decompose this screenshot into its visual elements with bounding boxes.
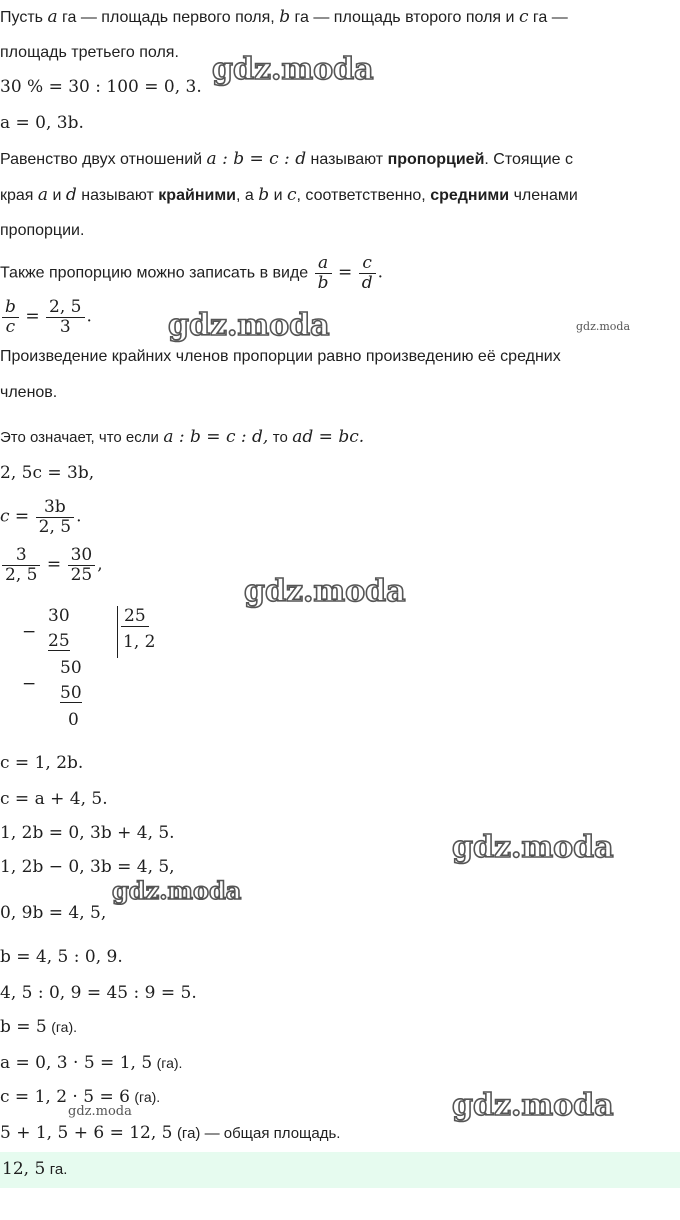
text: га — площадь первого поля, xyxy=(62,9,275,26)
eq-a-15 xyxy=(0,1052,182,1075)
subtrahend: 25 xyxy=(48,631,70,651)
math: a : b = c : d xyxy=(206,149,307,169)
text: , а xyxy=(235,187,254,204)
term-means: средними xyxy=(430,187,510,204)
text: площадь третьего поля. xyxy=(0,44,179,61)
math: b = 5 xyxy=(0,1017,47,1037)
fraction-c-d xyxy=(359,254,376,293)
unit: (га). xyxy=(51,1019,78,1035)
fraction-3b-25 xyxy=(36,498,74,537)
theory-meaning xyxy=(0,426,364,449)
unit: (га). xyxy=(156,1055,183,1071)
theory-property-2: членов. xyxy=(0,384,58,401)
dot: . xyxy=(76,506,82,527)
numerator: c xyxy=(359,254,376,274)
long-division xyxy=(0,604,200,734)
eq-c-12b: c = 1, 2b. xyxy=(0,753,84,773)
denominator: 2, 5 xyxy=(5,565,38,585)
numerator: 2, 5 xyxy=(46,298,84,318)
text: называют xyxy=(81,187,154,204)
equals: = xyxy=(337,262,353,283)
denominator: 25 xyxy=(70,565,93,585)
watermark-logo: gdz.moda xyxy=(168,308,330,343)
text: . Стоящие с xyxy=(484,151,574,168)
answer-unit: га. xyxy=(49,1161,68,1178)
text: Это означает, что если xyxy=(0,429,159,446)
denominator: b xyxy=(317,273,329,293)
minus-sign: − xyxy=(22,674,37,694)
dot: . xyxy=(377,262,383,283)
lhs: c = xyxy=(0,506,30,527)
fraction-30-25 xyxy=(68,546,96,585)
eq-45-09: 4, 5 : 0, 9 = 45 : 9 = 5. xyxy=(0,983,197,1003)
eq-b-div: b = 4, 5 : 0, 9. xyxy=(0,947,123,967)
eq-09b: 0, 9b = 4, 5, xyxy=(0,903,107,923)
equals: = xyxy=(25,306,40,327)
watermark-logo-small: gdz.moda xyxy=(576,320,631,333)
denominator: 3 xyxy=(59,317,71,337)
var-b: b xyxy=(258,185,270,205)
watermark-logo: gdz.moda xyxy=(212,52,374,87)
fraction-25-3 xyxy=(46,298,84,337)
theory-line-1 xyxy=(0,148,573,171)
term-proportion: пропорцией xyxy=(387,151,485,168)
eq-c-fraction xyxy=(0,498,81,537)
text: и xyxy=(273,187,283,204)
subtrahend: 50 xyxy=(60,683,82,703)
intro-line-2 xyxy=(0,42,179,64)
theory-property-1: Произведение крайних членов пропорции равно произведению её средних xyxy=(0,348,561,365)
dot: , xyxy=(97,554,103,575)
eq-12b-minus: 1, 2b − 0, 3b = 4, 5, xyxy=(0,857,175,877)
numerator: b xyxy=(2,298,19,318)
watermark-logo: gdz.moda xyxy=(452,830,614,865)
watermark-logo: gdz.moda xyxy=(452,1088,614,1123)
intro-line-1 xyxy=(0,6,568,29)
fraction-b-c xyxy=(2,298,19,337)
eq-c-a45: c = a + 4, 5. xyxy=(0,789,108,809)
eq-12b: 1, 2b = 0, 3b + 4, 5. xyxy=(0,823,175,843)
var-c: c xyxy=(518,7,529,27)
theory-line-2 xyxy=(0,184,578,207)
math: c = 1, 2 · 5 = 6 xyxy=(0,1087,130,1107)
division-bar xyxy=(117,606,118,658)
theory-fraction-form xyxy=(0,254,383,293)
text: га — xyxy=(532,9,568,26)
text: членами xyxy=(513,187,578,204)
var-d: d xyxy=(65,185,77,205)
text: Пусть xyxy=(0,9,43,26)
fraction-3-25 xyxy=(2,546,40,585)
denominator: c xyxy=(5,317,16,337)
numerator: 3b xyxy=(36,498,74,518)
var-a: a xyxy=(47,7,58,27)
equals: = xyxy=(46,554,62,575)
eq-3-over-25 xyxy=(0,546,103,585)
watermark-logo: gdz.moda xyxy=(244,574,406,609)
numerator: a xyxy=(315,254,332,274)
fraction-a-b xyxy=(315,254,332,293)
text: , соответственно, xyxy=(296,187,426,204)
var-c: c xyxy=(286,185,297,205)
denominator: d xyxy=(361,273,373,293)
math: 5 + 1, 5 + 6 = 12, 5 xyxy=(0,1123,173,1143)
eq-a: a = 0, 3b. xyxy=(0,113,84,133)
watermark-logo-small: gdz.moda xyxy=(68,1104,132,1119)
eq-percent: 30 % = 30 : 100 = 0, 3. xyxy=(0,77,202,97)
text: то xyxy=(272,429,288,446)
text: и xyxy=(52,187,62,204)
watermark-logo: gdz.moda xyxy=(112,876,242,905)
numerator: 3 xyxy=(2,546,40,566)
text: Равенство двух отношений xyxy=(0,151,203,168)
remainder-zero: 0 xyxy=(68,710,79,730)
text: края xyxy=(0,187,34,204)
dot: . xyxy=(86,306,92,327)
unit: (га). xyxy=(134,1089,161,1105)
remainder: 50 xyxy=(60,658,82,678)
unit: (га) — общая площадь. xyxy=(176,1125,341,1142)
numerator: 30 xyxy=(68,546,96,566)
text: га — площадь второго поля и xyxy=(294,9,515,26)
math: ad = bc. xyxy=(292,427,365,447)
eq-25c: 2, 5c = 3b, xyxy=(0,463,95,483)
answer-value: 12, 5 xyxy=(2,1159,46,1179)
answer-text xyxy=(2,1159,67,1179)
quotient: 1, 2 xyxy=(123,632,156,652)
divisor: 25 xyxy=(121,606,149,627)
math: a = 0, 3 · 5 = 1, 5 xyxy=(0,1053,153,1073)
text: называют xyxy=(310,151,384,168)
dividend: 30 xyxy=(48,606,70,626)
eq-total xyxy=(0,1122,340,1145)
text: Также пропорцию можно записать в виде xyxy=(0,264,309,282)
theory-line-3: пропорции. xyxy=(0,222,85,239)
term-extremes: крайними xyxy=(158,187,236,204)
denominator: 2, 5 xyxy=(38,517,72,537)
eq-b-over-c xyxy=(0,298,92,337)
minus-sign: − xyxy=(22,622,37,642)
var-b: b xyxy=(279,7,291,27)
answer-box xyxy=(0,1152,680,1188)
eq-b-5 xyxy=(0,1016,77,1039)
var-a: a xyxy=(37,185,49,205)
math: a : b = c : d, xyxy=(163,427,269,447)
